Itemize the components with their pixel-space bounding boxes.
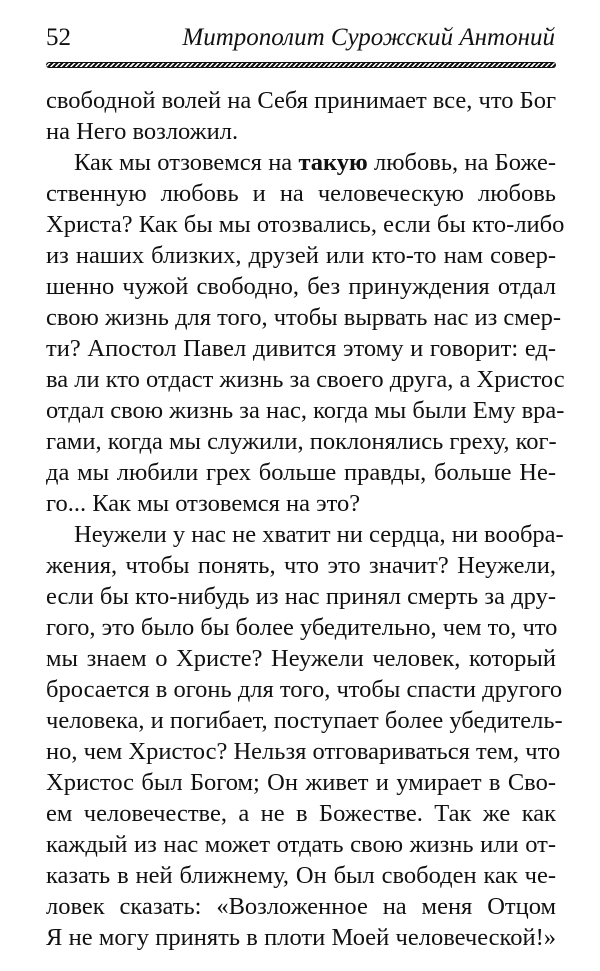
text-line: го... Как мы отзовемся на это? (46, 490, 361, 517)
text-line: на Него возложил. (46, 118, 239, 145)
text-line: из наших близких, друзей или кто-то нам совер- (46, 242, 556, 269)
text-line (46, 147, 556, 178)
text-line: бросается в огонь для того, чтобы спасти другого (46, 676, 563, 703)
text-line: Неужели у нас не хватит ни сердца, ни вообра- (74, 521, 564, 548)
text-line: отдал свою жизнь за нас, когда мы были Ему вра- (46, 397, 565, 424)
text-line: ти? Апостол Павел дивится этому и говорит: ед- (46, 335, 556, 362)
text-line: ственную любовь и на человеческую любовь (46, 180, 556, 207)
text-line: шенно чужой свободно, без принуждения отдал (46, 273, 556, 300)
body-text (46, 85, 565, 953)
text-line: Христос был Богом; Он живет и умирает в Сво- (46, 769, 556, 796)
text-line: каждый из нас может отдать свою жизнь или от- (46, 831, 556, 858)
text-line: мы знаем о Христе? Неужели человек, который (46, 645, 556, 672)
text-line: гого, это было бы более убедительно, чем то, что (46, 614, 558, 641)
text-line: человека, и погибает, поступает более убедитель- (46, 707, 563, 734)
text-line: если бы кто-нибудь из нас принял смерть за дру- (46, 583, 556, 610)
text-line: свободной волей на Себя принимает все, что Бог (46, 87, 556, 114)
text-segment: любовь, на Боже- (367, 149, 556, 176)
text-line: гами, когда мы служили, поклонялись греху, ког- (46, 428, 557, 455)
text-line: свою жизнь для того, чтобы вырвать нас из смер- (46, 304, 562, 331)
text-line: ловек сказать: «Возложенное на меня Отцом (46, 893, 556, 920)
running-title: Митрополит Сурожский Антоний (182, 24, 555, 51)
text-line: ва ли кто отдаст жизнь за своего друга, а Христос (46, 366, 565, 393)
text-line: казать в ней ближнему, Он был свободен как че- (46, 862, 556, 889)
bold-emphasis: такую (298, 149, 368, 176)
header-rope-divider (46, 62, 556, 68)
text-line: да мы любили грех больше правды, больше Не- (46, 459, 556, 486)
text-line: ем человечестве, а не в Божестве. Так же как (46, 800, 556, 827)
text-line: Христа? Как бы мы отозвались, если бы кто-либо (46, 211, 565, 238)
text-line: Я не могу принять в плоти Моей человеческой!» (46, 924, 556, 951)
text-line: жения, чтобы понять, что это значит? Неужели, (46, 552, 556, 579)
text-line: но, чем Христос? Нельзя отговариваться тем, что (46, 738, 561, 765)
text-segment: Как мы отзовемся на (74, 149, 299, 176)
page-number: 52 (46, 24, 71, 51)
running-header (46, 20, 555, 54)
